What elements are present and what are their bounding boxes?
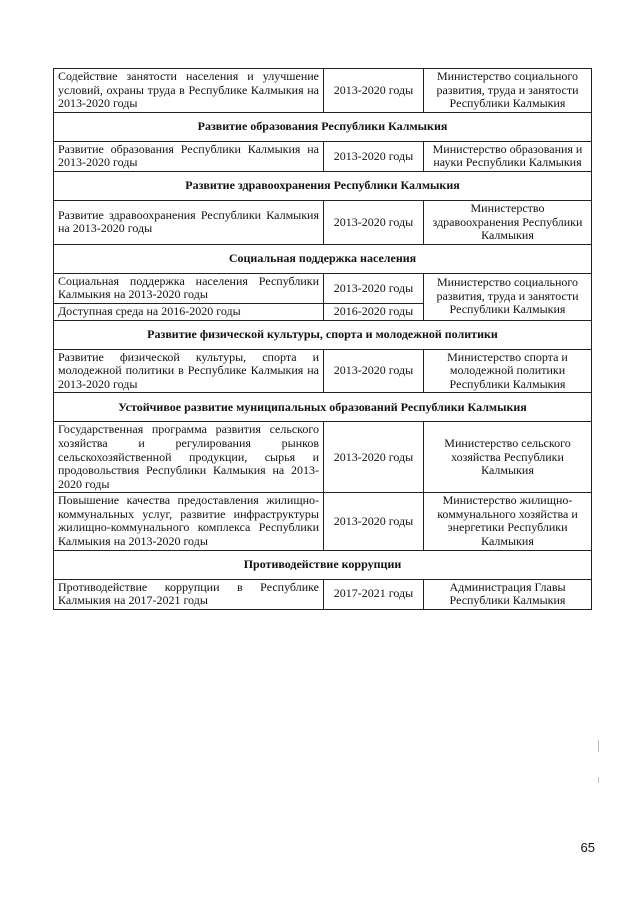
- section-header-row: [54, 112, 592, 141]
- responsible-executor: Министерство социального развития, труда и занятости Республики Калмыкия: [424, 69, 592, 113]
- responsible-executor: Министерство сельского хозяйства Республики Калмыкия: [424, 422, 592, 493]
- responsible-executor: Министерство здравоохранения Республики Калмыкия: [424, 200, 592, 244]
- section-title: Социальная поддержка населения: [54, 244, 592, 273]
- section-title: Развитие здравоохранения Республики Калмыкия: [54, 171, 592, 200]
- section-header-row: [54, 171, 592, 200]
- program-period: 2013-2020 годы: [324, 422, 424, 493]
- programs-table: [53, 68, 592, 610]
- program-period: 2013-2020 годы: [324, 273, 424, 303]
- scan-artifact: [598, 740, 599, 752]
- section-title: Развитие образования Республики Калмыкия: [54, 112, 592, 141]
- section-title: Устойчивое развитие муниципальных образований Республики Калмыкия: [54, 393, 592, 422]
- program-row: [54, 69, 592, 113]
- program-period: 2013-2020 годы: [324, 69, 424, 113]
- section-header-row: [54, 393, 592, 422]
- program-name: Противодействие коррупции в Республике Калмыкия на 2017-2021 годы: [54, 579, 324, 609]
- responsible-executor: Администрация Главы Республики Калмыкия: [424, 579, 592, 609]
- program-name: Содействие занятости населения и улучшение условий, охраны труда в Республике Калмыкия на 2013-2020 годы: [54, 69, 324, 113]
- program-row: [54, 141, 592, 171]
- program-name: Развитие здравоохранения Республики Калмыкия на 2013-2020 годы: [54, 200, 324, 244]
- program-name: Повышение качества предоставления жилищно-коммунальных услуг, развитие инфраструктуры жилищно-коммунального комплекса Республики Калмыкия на 2013-2020 годы: [54, 493, 324, 550]
- program-period: 2013-2020 годы: [324, 349, 424, 393]
- section-header-row: [54, 320, 592, 349]
- program-row: [54, 349, 592, 393]
- section-title: Противодействие коррупции: [54, 550, 592, 579]
- page-number: 65: [580, 840, 595, 855]
- responsible-executor: Министерство социального развития, труда и занятости Республики Калмыкия: [424, 273, 592, 320]
- program-name: Социальная поддержка населения Республики Калмыкия на 2013-2020 годы: [54, 273, 324, 303]
- program-row: [54, 422, 592, 493]
- programs-table-body: [54, 69, 592, 610]
- program-name: Развитие образования Республики Калмыкия на 2013-2020 годы: [54, 141, 324, 171]
- program-period: 2013-2020 годы: [324, 200, 424, 244]
- program-name: Доступная среда на 2016-2020 годы: [54, 303, 324, 320]
- program-period: 2013-2020 годы: [324, 493, 424, 550]
- program-period: 2016-2020 годы: [324, 303, 424, 320]
- program-row: [54, 579, 592, 609]
- program-row: [54, 273, 592, 303]
- program-row: [54, 200, 592, 244]
- responsible-executor: Министерство жилищно-коммунального хозяйства и энергетики Республики Калмыкия: [424, 493, 592, 550]
- scan-artifact: [598, 777, 599, 783]
- responsible-executor: Министерство образования и науки Республики Калмыкия: [424, 141, 592, 171]
- program-name: Государственная программа развития сельского хозяйства и регулирования рынков сельскохозяйственной продукции, сырья и продовольствия Республики Калмыкия на 2013-2020 годы: [54, 422, 324, 493]
- section-title: Развитие физической культуры, спорта и молодежной политики: [54, 320, 592, 349]
- program-period: 2017-2021 годы: [324, 579, 424, 609]
- program-name: Развитие физической культуры, спорта и молодежной политики в Республике Калмыкия на 2013-2020 годы: [54, 349, 324, 393]
- section-header-row: [54, 550, 592, 579]
- section-header-row: [54, 244, 592, 273]
- program-period: 2013-2020 годы: [324, 141, 424, 171]
- program-row: [54, 493, 592, 550]
- responsible-executor: Министерство спорта и молодежной политики Республики Калмыкия: [424, 349, 592, 393]
